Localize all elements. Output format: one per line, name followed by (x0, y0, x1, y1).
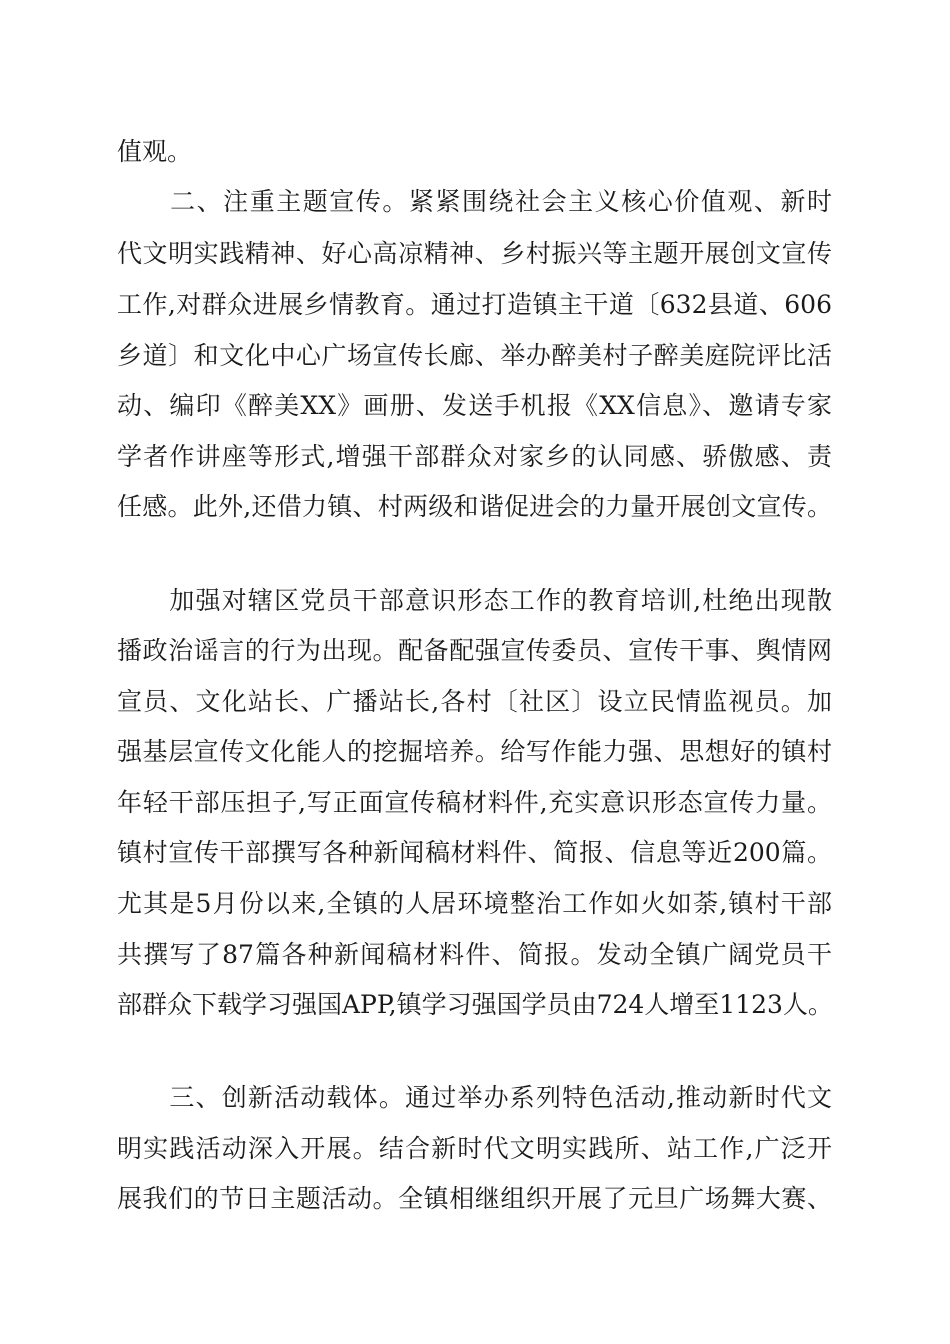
text-line: 动、编印《醉美XX》画册、发送手机报《XX信息》、邀请专家 (117, 391, 832, 420)
text-line: 值观。 (117, 137, 193, 166)
text-line: 加强对辖区党员干部意识形态工作的教育培训,杜绝出现散 (117, 586, 832, 615)
text-line: 年轻干部压担子,写正面宣传稿材料件,充实意识形态宣传力量。 (117, 788, 832, 817)
text-line: 乡道〕和文化中心广场宣传长廊、举办醉美村子醉美庭院评比活 (117, 341, 832, 370)
text-line: 尤其是5月份以来,全镇的人居环境整治工作如火如荼,镇村干部 (117, 889, 832, 918)
text-line: 学者作讲座等形式,增强干部群众对家乡的认同感、骄傲感、责 (117, 442, 832, 471)
text-line: 展我们的节日主题活动。全镇相继组织开展了元旦广场舞大赛、 (117, 1184, 832, 1213)
text-line: 明实践活动深入开展。结合新时代文明实践所、站工作,广泛开 (117, 1134, 832, 1163)
text-line: 工作,对群众进展乡情教育。通过打造镇主干道〔632县道、606 (117, 290, 832, 319)
text-line: 共撰写了87篇各种新闻稿材料件、简报。发动全镇广阔党员干 (117, 940, 832, 969)
text-line: 二、注重主题宣传。紧紧围绕社会主义核心价值观、新时 (117, 187, 832, 216)
text-line: 代文明实践精神、好心高凉精神、乡村振兴等主题开展创文宣传 (117, 239, 832, 268)
text-line: 任感。此外,还借力镇、村两级和谐促进会的力量开展创文宣传。 (117, 492, 832, 521)
text-line: 三、创新活动载体。通过举办系列特色活动,推动新时代文 (117, 1083, 832, 1112)
text-line: 部群众下载学习强国APP,镇学习强国学员由724人增至1123人。 (117, 990, 833, 1019)
text-line: 强基层宣传文化能人的挖掘培养。给写作能力强、思想好的镇村 (117, 737, 832, 766)
text-line: 镇村宣传干部撰写各种新闻稿材料件、简报、信息等近200篇。 (117, 838, 832, 867)
text-line: 宣员、文化站长、广播站长,各村〔社区〕设立民情监视员。加 (117, 687, 832, 716)
text-line: 播政治谣言的行为出现。配备配强宣传委员、宣传干事、舆情网 (117, 636, 832, 665)
